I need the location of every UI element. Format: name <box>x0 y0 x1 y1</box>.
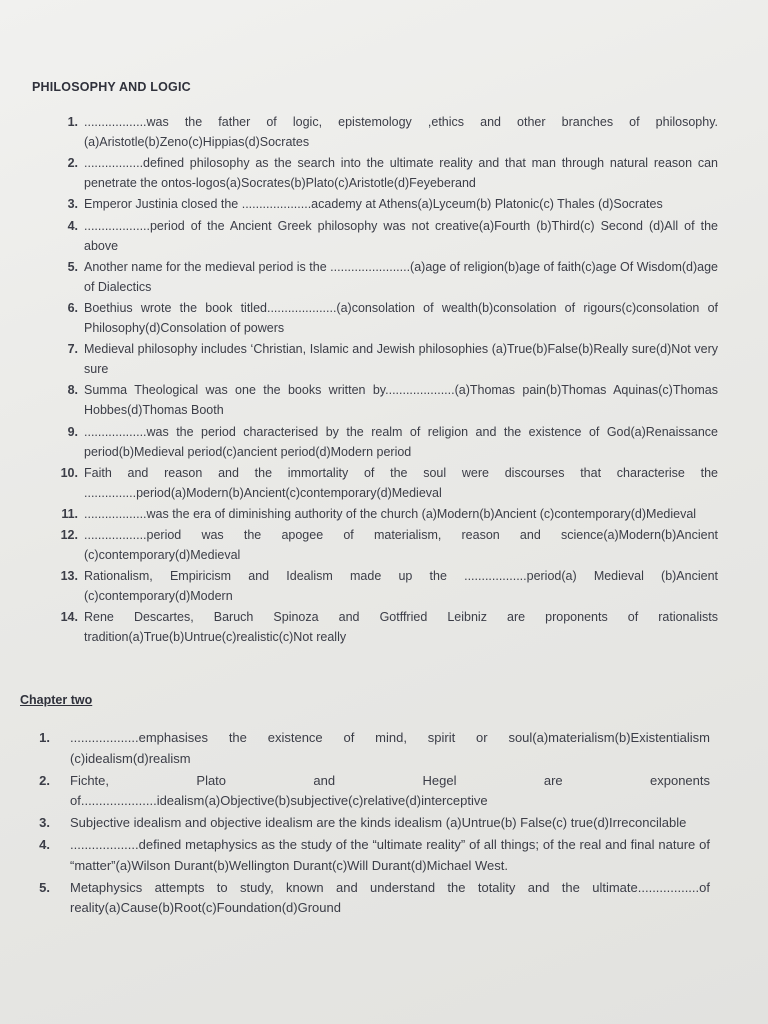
question-text: ...................defined metaphysics as the study of the “ultimate reality” of all things; of the real and final nature of “matter”(a)Wilson Durant(b)Wellington Durant(c)Will Durant(d)Michael West. <box>70 837 710 873</box>
question-text: Metaphysics attempts to study, known and understand the totality and the ultimate.................of reality(a)Cause(b)Root(c)Foundation(d)Ground <box>70 879 710 915</box>
question-item <box>28 380 718 420</box>
question-text: ...................period of the Ancient Greek philosophy was not creative(a)Fourth (b)Third(c) Second (d)All of the above <box>84 218 718 253</box>
question-number: 1. <box>39 730 50 745</box>
question-item <box>20 813 710 834</box>
question-text: ..................period was the apogee of materialism, reason and science(a)Modern(b)Ancient (c)contemporary(d)Medieval <box>84 528 718 563</box>
question-text: ...................emphasises the existence of mind, spirit or soul(a)materialism(b)Existentialism (c)idealism(d)realism <box>70 730 710 766</box>
page-title: PHILOSOPHY AND LOGIC <box>32 80 191 94</box>
question-number: 3. <box>67 197 78 212</box>
question-item <box>20 771 710 812</box>
question-number: 14. <box>60 610 78 625</box>
question-text: Emperor Justinia closed the ....................academy at Athens(a)Lyceum(b) Platonic(c) Thales (d)Socrates <box>84 197 663 212</box>
question-text: Rationalism, Empiricism and Idealism made up the ..................period(a) Medieval (b)Ancient (c)contemporary(d)Modern <box>84 569 718 604</box>
question-number: 9. <box>67 424 78 439</box>
question-text: .................defined philosophy as the search into the ultimate reality and that man through natural reason can penetrate the ontos-logos(a)Socrates(b)Plato(c)Aristotle(d)Feyeberand <box>84 156 718 191</box>
question-item <box>28 216 718 256</box>
question-item <box>28 463 718 503</box>
question-item <box>28 504 718 524</box>
chapter-heading: Chapter two <box>20 693 93 707</box>
question-text: Rene Descartes, Baruch Spinoza and Gotffried Leibniz are proponents of rationalists tradition(a)True(b)Untrue(c)realistic(c)Not really <box>84 610 718 645</box>
question-item <box>28 153 718 193</box>
question-number: 2. <box>39 772 50 788</box>
chapter-question-list <box>20 728 710 920</box>
question-number: 4. <box>67 218 78 233</box>
question-text: ..................was the era of diminishing authority of the church (a)Modern(b)Ancient (c)contemporary(d)Medieval <box>84 506 697 521</box>
question-number: 1. <box>67 115 78 129</box>
question-number: 12. <box>60 528 78 543</box>
question-text: Fichte, Plato and Hegel are exponents of.....................idealism(a)Objective(b)subjective(c)relative(d)interceptive <box>70 772 710 808</box>
question-number: 10. <box>60 465 78 480</box>
question-number: 7. <box>67 342 78 357</box>
question-text: Medieval philosophy includes ‘Christian, Islamic and Jewish philosophies (a)True(b)False(b)Really sure(d)Not very sure <box>84 342 718 377</box>
question-item <box>28 525 718 565</box>
question-number: 2. <box>67 156 78 171</box>
question-item <box>28 422 718 462</box>
question-item <box>28 607 718 647</box>
question-number: 5. <box>39 879 50 895</box>
question-item <box>20 878 710 919</box>
question-text: Another name for the medieval period is the .......................(a)age of religion(b)age of faith(c)age Of Wisdom(d)age of Dialectics <box>84 259 718 294</box>
question-item <box>28 298 718 338</box>
question-item <box>28 194 718 214</box>
question-text: Boethius wrote the book titled....................(a)consolation of wealth(b)consolation of rigours(c)consolation of Philosophy(d)Consolation of powers <box>84 300 718 335</box>
question-number: 6. <box>67 300 78 315</box>
question-text: Subjective idealism and objective idealism are the kinds idealism (a)Untrue(b) False(c) true(d)Irreconcilable <box>70 815 687 830</box>
question-item <box>20 835 710 876</box>
question-number: 5. <box>67 259 78 274</box>
question-list <box>28 112 718 649</box>
question-item <box>20 728 710 769</box>
question-number: 11. <box>61 506 78 521</box>
question-text: ..................was the father of logic, epistemology ,ethics and other branches of philosophy.(a)Aristotle(b)Zeno(c)Hippias(d)Socrates <box>84 115 718 149</box>
question-item <box>28 339 718 379</box>
question-item <box>28 112 718 152</box>
question-number: 13. <box>60 569 78 584</box>
question-text: Faith and reason and the immortality of the soul were discourses that characterise the ...............period(a)Modern(b)Ancient(c)contemporary(d)Medieval <box>84 465 718 500</box>
question-item <box>28 257 718 297</box>
question-text: Summa Theological was one the books written by....................(a)Thomas pain(b)Thomas Aquinas(c)Thomas Hobbes(d)Thomas Booth <box>84 383 718 418</box>
question-text: ..................was the period characterised by the realm of religion and the existence of God(a)Renaissance period(b)Medieval period(c)ancient period(d)Modern period <box>84 424 718 459</box>
question-number: 3. <box>39 815 50 830</box>
question-number: 4. <box>39 837 50 852</box>
question-item <box>28 566 718 606</box>
question-number: 8. <box>67 383 78 398</box>
